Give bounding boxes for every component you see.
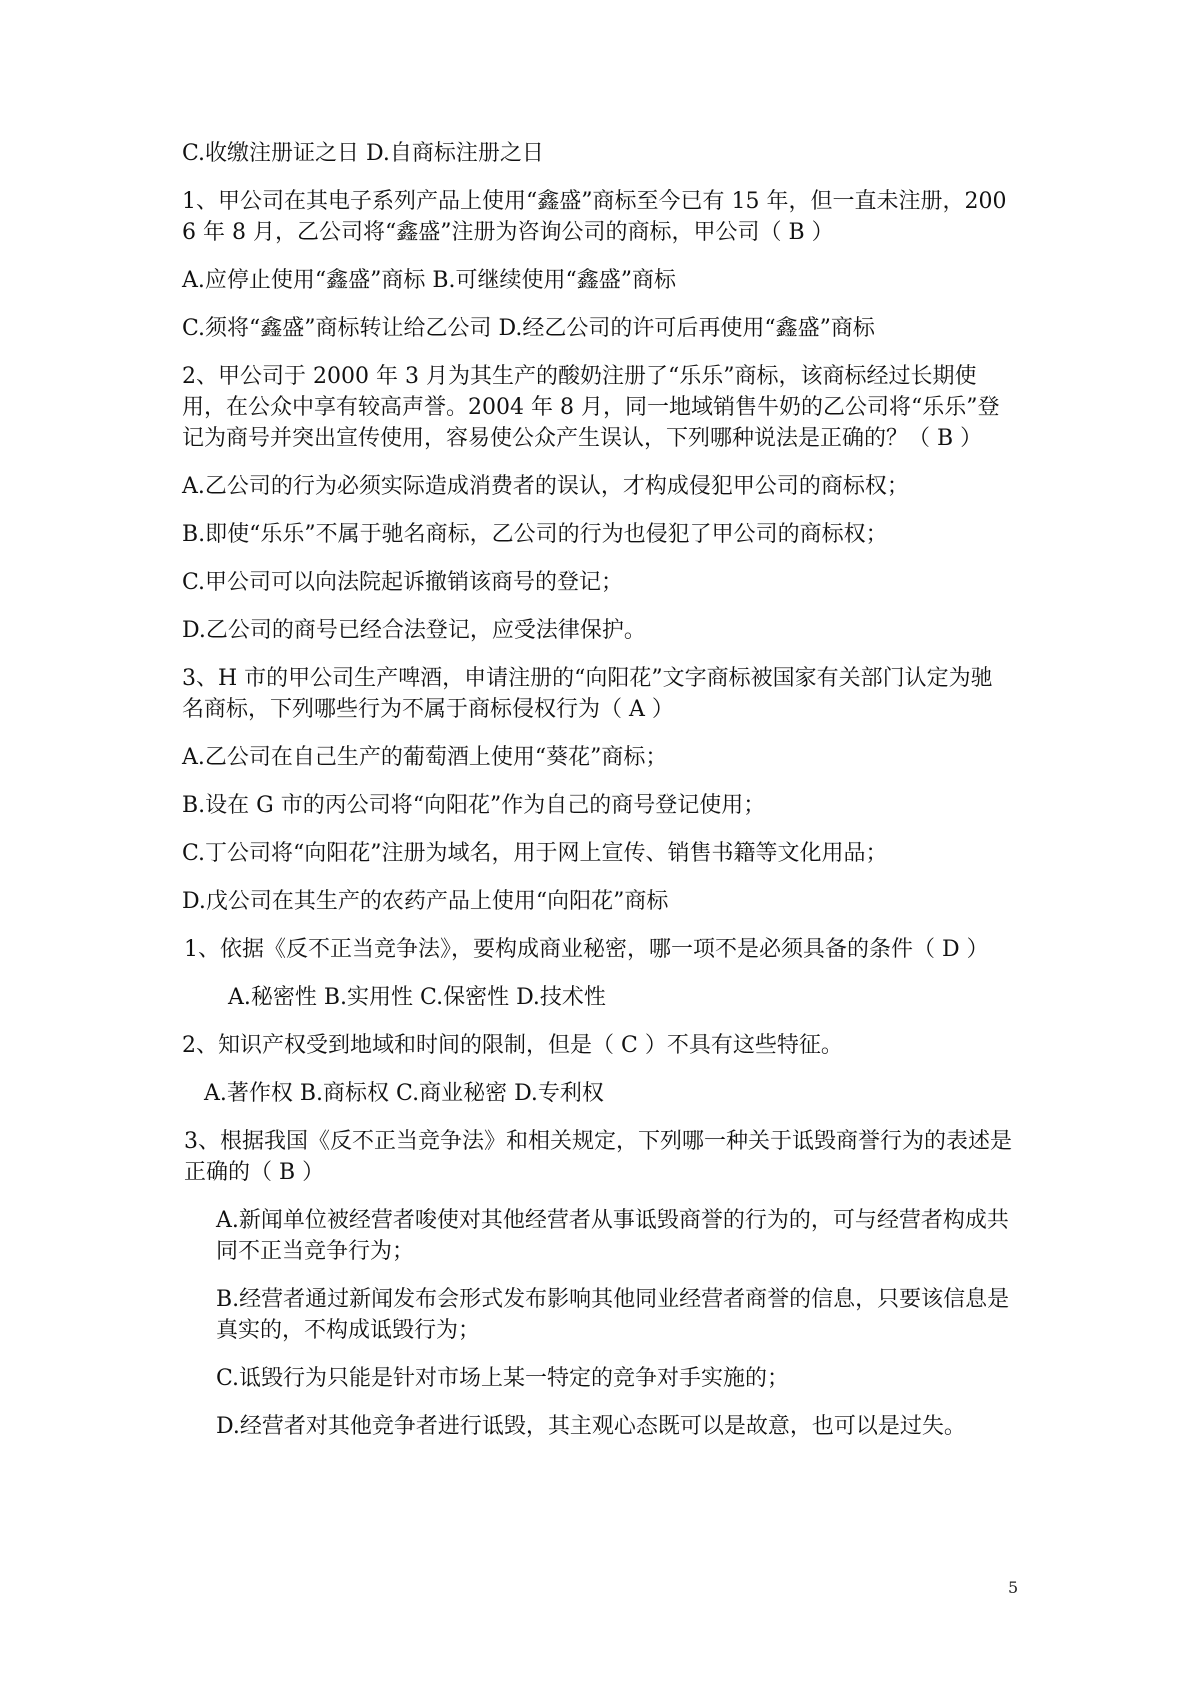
question-3-option-d: D.戊公司在其生产的农药产品上使用“向阳花”商标	[182, 889, 669, 914]
page-number: 5	[1008, 1578, 1019, 1597]
question-3-defamation-option-c: C.诋毁行为只能是针对市场上某一特定的竞争对手实施的；	[216, 1366, 790, 1391]
question-1-options-cd: C.须将“鑫盛”商标转让给乙公司 D.经乙公司的许可后再使用“鑫盛”商标	[182, 316, 875, 341]
question-2-option-c: C.甲公司可以向法院起诉撤销该商号的登记；	[182, 570, 624, 595]
question-2-ip: 2、知识产权受到地域和时间的限制，但是（ C ）不具有这些特征。	[182, 1033, 843, 1058]
question-3-defamation-option-a: A.新闻单位被经营者唆使对其他经营者从事诋毁商誉的行为的，可与经营者构成共同不正当竞争行为；	[216, 1208, 1009, 1264]
question-1-trade-secret: 1、依据《反不正当竞争法》，要构成商业秘密，哪一项不是必须具备的条件（ D ）	[184, 937, 989, 962]
question-1-trademark: 1、甲公司在其电子系列产品上使用“鑫盛”商标至今已有 15 年，但一直未注册，2006 年 8 月，乙公司将“鑫盛”注册为咨询公司的商标，甲公司（ B ）	[182, 189, 1007, 245]
question-1-trade-secret-options: A.秘密性 B.实用性 C.保密性 D.技术性	[228, 985, 606, 1010]
question-3-trademark: 3、H 市的甲公司生产啤酒，申请注册的“向阳花”文字商标被国家有关部门认定为驰名商标，下列哪些行为不属于商标侵权行为（ A ）	[182, 666, 993, 722]
question-2-option-d: D.乙公司的商号已经合法登记，应受法律保护。	[182, 618, 646, 643]
question-3-defamation-option-b: B.经营者通过新闻发布会形式发布影响其他同业经营者商誉的信息，只要该信息是真实的，不构成诋毁行为；	[216, 1287, 1010, 1343]
question-2-option-b: B.即使“乐乐”不属于驰名商标，乙公司的行为也侵犯了甲公司的商标权；	[182, 522, 888, 547]
question-3-option-b: B.设在 G 市的丙公司将“向阳花”作为自己的商号登记使用；	[182, 793, 766, 818]
question-3-defamation: 3、根据我国《反不正当竞争法》和相关规定，下列哪一种关于诋毁商誉行为的表述是正确的（ B ）	[184, 1129, 1012, 1185]
question-3-option-c: C.丁公司将“向阳花”注册为域名，用于网上宣传、销售书籍等文化用品；	[182, 841, 888, 866]
question-2-trademark: 2、甲公司于 2000 年 3 月为其生产的酸奶注册了“乐乐”商标，该商标经过长期使用，在公众中享有较高声誉。2004 年 8 月，同一地域销售牛奶的乙公司将“乐乐”登记为商号并突出宣传使用，容易使公众产生误认，下列哪种说法是正确的？（ B ）	[182, 364, 1000, 451]
document-body	[182, 138, 1012, 1459]
question-3-option-a: A.乙公司在自己生产的葡萄酒上使用“葵花”商标；	[182, 745, 668, 770]
question-2-option-a: A.乙公司的行为必须实际造成消费者的误认，才构成侵犯甲公司的商标权；	[182, 474, 909, 499]
answer-options-line: C.收缴注册证之日 D.自商标注册之日	[182, 141, 544, 166]
question-3-defamation-option-d: D.经营者对其他竞争者进行诋毁，其主观心态既可以是故意，也可以是过失。	[216, 1414, 966, 1439]
question-1-options-ab: A.应停止使用“鑫盛”商标 B.可继续使用“鑫盛”商标	[182, 268, 677, 293]
question-2-ip-options: A.著作权 B.商标权 C.商业秘密 D.专利权	[204, 1081, 604, 1106]
